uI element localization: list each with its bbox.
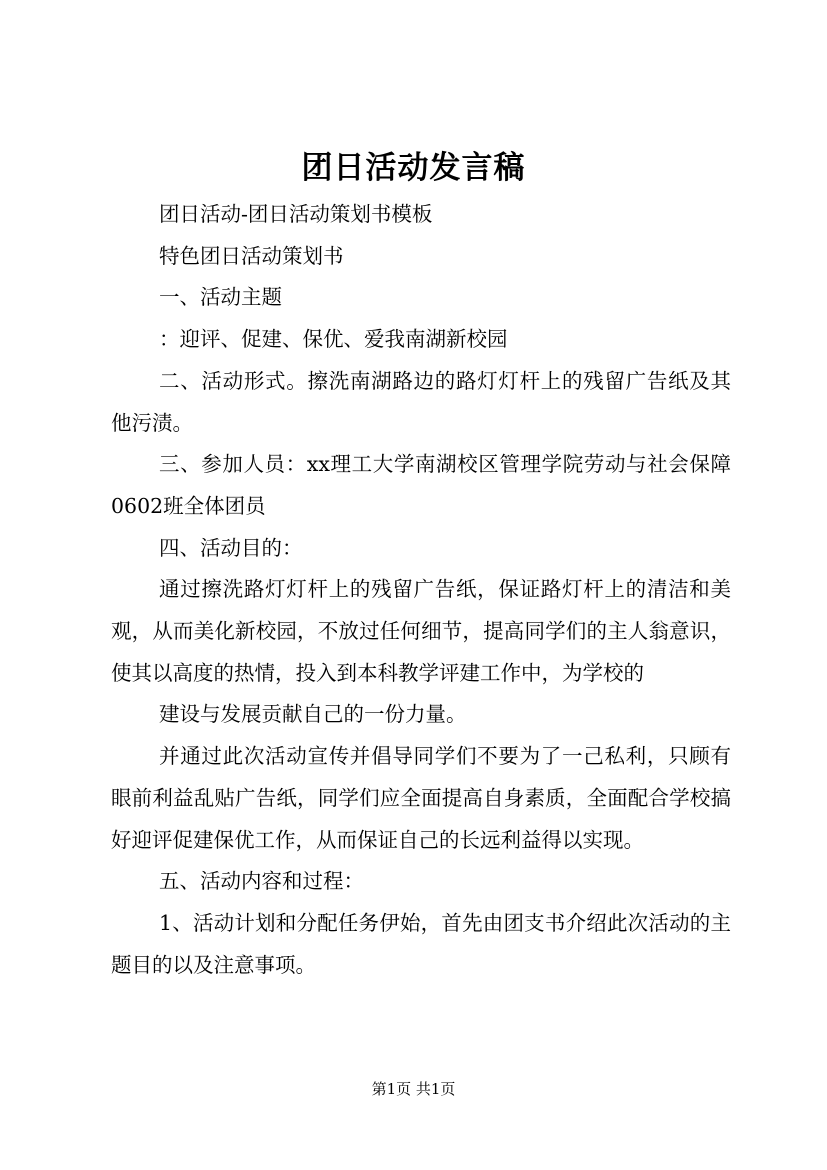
paragraph: 四、活动目的： xyxy=(159,535,303,560)
paragraph: 五、活动内容和过程： xyxy=(159,869,364,894)
paragraph: 并通过此次活动宣传并倡导同学们不要为了一己私利，只顾有眼前利益乱贴广告纸，同学们应全面提高自身素质，全面配合学校搞好迎评促建保优工作，从而保证自己的长远利益得以实现。 xyxy=(111,744,731,852)
paragraph: 建设与发展贡献自己的一份力量。 xyxy=(159,702,467,727)
document-title: 团日活动发言稿 xyxy=(301,150,526,186)
paragraph: 特色团日活动策划书 xyxy=(159,243,344,268)
paragraph: 一、活动主题 xyxy=(159,285,282,310)
paragraph: 三、参加人员：xx理工大学南湖校区管理学院劳动与社会保障0602班全体团员 xyxy=(111,452,731,518)
paragraph: 通过擦洗路灯灯杆上的残留广告纸，保证路灯杆上的清洁和美观，从而美化新校园，不放过任何细节，提高同学们的主人翁意识，使其以高度的热情，投入到本科教学评建工作中，为学校的 xyxy=(111,577,731,685)
paragraph: 团日活动-团日活动策划书模板 xyxy=(159,202,433,226)
page-number-footer: 第1页 共1页 xyxy=(371,1080,456,1098)
paragraph: 1、活动计划和分配任务伊始，首先由团支书介绍此次活动的主题目的以及注意事项。 xyxy=(111,910,731,977)
paragraph: ：迎评、促建、保优、爱我南湖新校园 xyxy=(159,327,508,352)
document-body xyxy=(111,194,731,986)
paragraph: 二、活动形式。擦洗南湖路边的路灯灯杆上的残留广告纸及其他污渍。 xyxy=(111,368,731,435)
